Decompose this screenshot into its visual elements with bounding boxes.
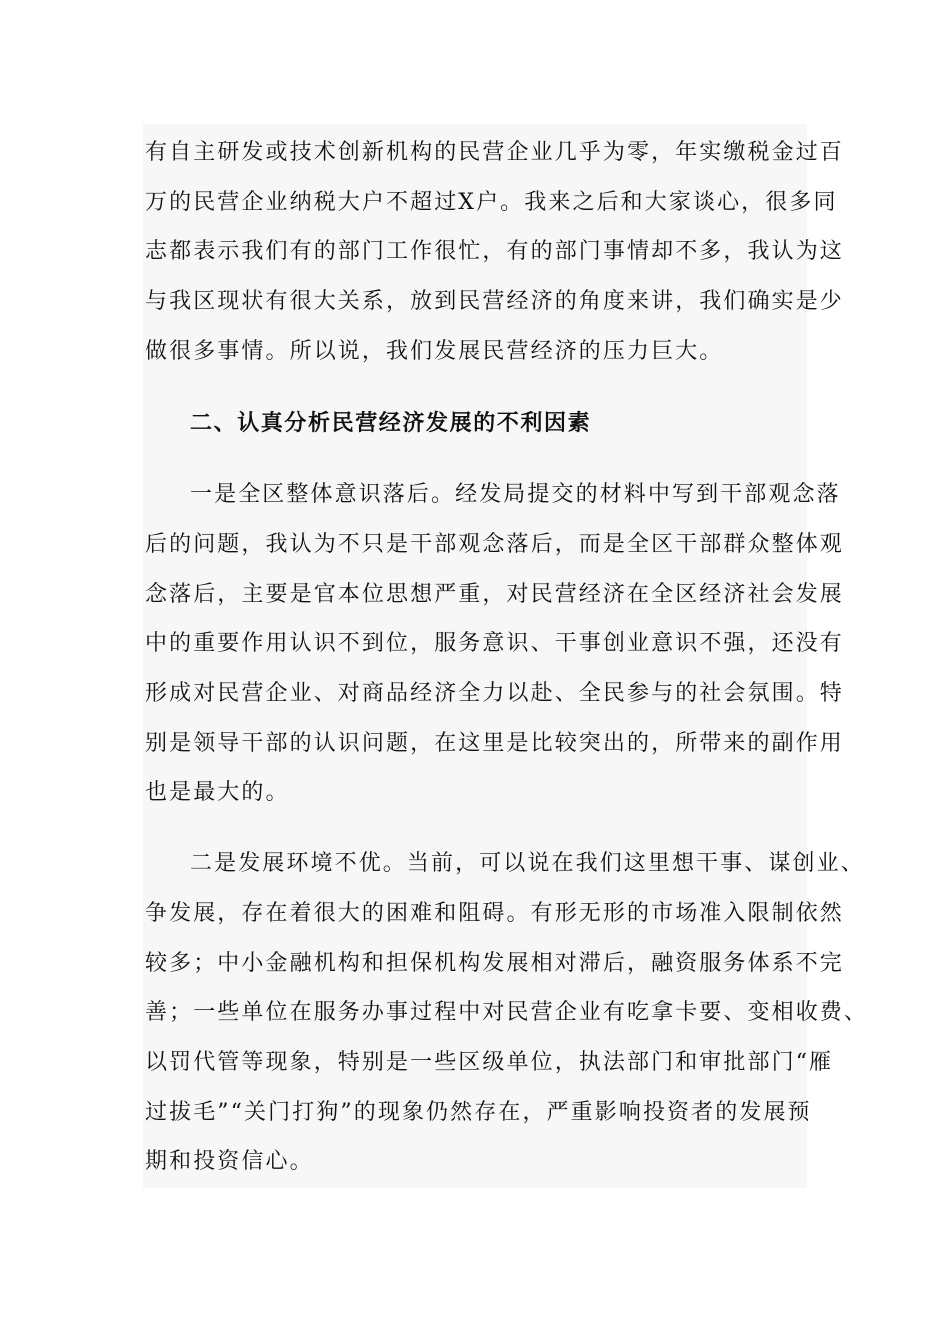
paragraph-2-line-6: 别是领导干部的认识问题，在这里是比较突出的，所带来的副作用	[145, 731, 844, 756]
paragraph-3-line-5: 以罚代管等现象，特别是一些区级单位，执法部门和审批部门“雁	[145, 1050, 834, 1075]
paragraph-1-line-4: 与我区现状有很大关系，放到民营经济的角度来讲，我们确实是少	[145, 289, 844, 314]
paragraph-3-line-3: 较多；中小金融机构和担保机构发展相对滞后，融资服务体系不完	[145, 951, 844, 976]
paragraph-1-line-3: 志都表示我们有的部门工作很忙，有的部门事情却不多，我认为这	[145, 239, 844, 264]
paragraph-3-line-6: 过拔毛”“关门打狗”的现象仍然存在，严重影响投资者的发展预	[145, 1100, 812, 1125]
paragraph-1-line-5: 做很多事情。所以说，我们发展民营经济的压力巨大。	[145, 339, 724, 364]
paragraph-3-line-1: 二是发展环境不优。当前，可以说在我们这里想干事、谋创业、	[190, 851, 865, 876]
paragraph-1-line-2: 万的民营企业纳税大户不超过X户。我来之后和大家谈心，很多同	[145, 190, 838, 215]
section-heading: 二、认真分析民营经济发展的不利因素	[190, 410, 592, 436]
paragraph-2-line-3: 念落后，主要是官本位思想严重，对民营经济在全区经济社会发展	[145, 582, 844, 607]
paragraph-2-line-2: 后的问题，我认为不只是干部观念落后，而是全区干部群众整体观	[145, 532, 844, 557]
paragraph-3-line-2: 争发展，存在着很大的困难和阻碍。有形无形的市场准入限制依然	[145, 901, 844, 926]
paragraph-2-line-4: 中的重要作用认识不到位，服务意识、干事创业意识不强，还没有	[145, 631, 844, 656]
paragraph-2-line-7: 也是最大的。	[145, 780, 290, 805]
paragraph-2-line-1: 一是全区整体意识落后。经发局提交的材料中写到干部观念落	[190, 482, 841, 507]
paragraph-3-line-4: 善；一些单位在服务办事过程中对民营企业有吃拿卡要、变相收费、	[145, 1000, 869, 1025]
paragraph-1-line-1: 有自主研发或技术创新机构的民营企业几乎为零，年实缴税金过百	[145, 140, 844, 165]
paragraph-2-line-5: 形成对民营企业、对商品经济全力以赴、全民参与的社会氛围。特	[145, 681, 844, 706]
paragraph-3-line-7: 期和投资信心。	[145, 1149, 314, 1174]
